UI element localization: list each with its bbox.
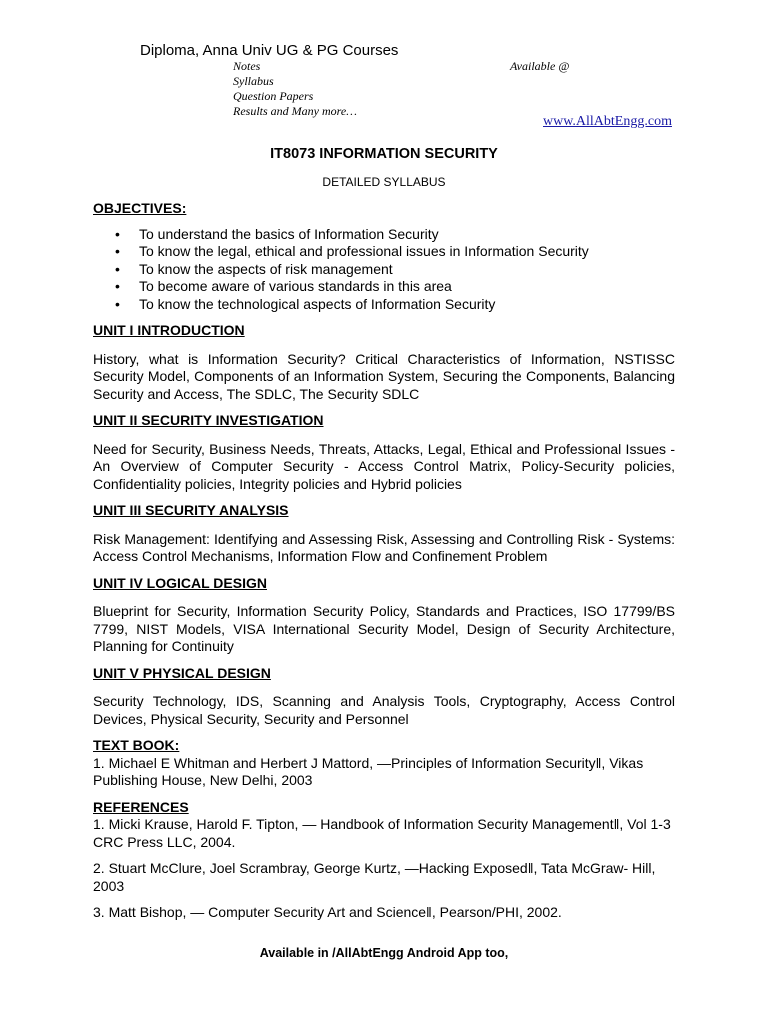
textbook-entry	[93, 755, 675, 790]
reference-entry	[93, 860, 675, 895]
unit-2-text: Need for Security, Business Needs, Threats, Attacks, Legal, Ethical and Professional Issues - An Overview of Computer Security - Access Control Matrix, Policy-Security policies, Confidentiality policies, Integrity policies and Hybrid policies	[93, 440, 675, 492]
unit-3-text: Risk Management: Identifying and Assessing Risk, Assessing and Controlling Risk - Systems: Access Control Mechanisms, Information Flow and Confinement Problem	[93, 530, 675, 564]
references-heading: REFERENCES	[93, 798, 189, 815]
unit-2-heading: UNIT II SECURITY INVESTIGATION	[93, 412, 324, 428]
bullet-icon: •	[115, 225, 120, 242]
header-item-list	[233, 59, 357, 119]
objectives-heading: OBJECTIVES:	[93, 200, 187, 216]
objective-item	[93, 226, 675, 244]
bullet-icon: •	[115, 278, 120, 294]
reference-number: 3.	[93, 904, 105, 920]
unit-1-text: History, what is Information Security? Critical Characteristics of Information, NSTISSC Security Model, Components of an Information System, Securing the Components, Balancing Security and Access, The SDLC, The Security SDLC	[93, 350, 675, 402]
syllabus-content	[93, 146, 675, 922]
unit-4-text: Blueprint for Security, Information Security Policy, Standards and Practices, ISO 17799/BS 7799, NIST Models, VISA International Security Model, Design of Security Architecture, Planning for Continuity	[93, 603, 675, 654]
header-website-link[interactable]: www.AllAbtEngg.com	[543, 114, 672, 129]
header-item: Notes	[233, 59, 261, 73]
reference-number: 1.	[93, 816, 105, 832]
unit-3-heading: UNIT III SECURITY ANALYSIS	[93, 502, 289, 518]
document-title: IT8073 INFORMATION SECURITY	[270, 146, 498, 162]
objective-item	[93, 243, 675, 261]
objective-item	[93, 261, 675, 279]
textbook-number: 1.	[93, 754, 105, 771]
objectives-list	[93, 226, 675, 314]
textbook-text: Michael E Whitman and Herbert J Mattord, ―Principles of Information Security‖, Vikas Publishing House, New Delhi, 2003	[93, 754, 644, 788]
reference-entry	[93, 816, 675, 851]
footer-note: Available in /AllAbtEngg Android App too,	[259, 946, 509, 960]
header-item: Results and Many more…	[233, 104, 357, 118]
objective-text: To know the technological aspects of Information Security	[139, 295, 496, 312]
reference-text: Stuart McClure, Joel Scrambray, George Kurtz, ―Hacking Exposed‖, Tata McGraw- Hill, 2003	[93, 860, 656, 894]
document-subtitle: DETAILED SYLLABUS	[322, 174, 446, 189]
reference-text: Matt Bishop, ― Computer Security Art and Science‖, Pearson/PHI, 2002.	[108, 904, 562, 920]
bullet-icon: •	[115, 260, 120, 277]
unit-4-heading: UNIT IV LOGICAL DESIGN	[93, 574, 267, 591]
unit-5-heading: UNIT V PHYSICAL DESIGN	[93, 664, 271, 681]
objective-text: To become aware of various standards in this area	[139, 278, 452, 294]
reference-text: Micki Krause, Harold F. Tipton, ― Handbook of Information Security Management‖, Vol 1-3 CRC Press LLC, 2004.	[93, 816, 671, 850]
objective-text: To know the aspects of risk management	[139, 260, 393, 277]
objective-item	[93, 296, 675, 314]
header-item: Syllabus	[233, 74, 274, 88]
bullet-icon: •	[115, 243, 120, 259]
unit-5-text: Security Technology, IDS, Scanning and Analysis Tools, Cryptography, Access Control Devices, Physical Security, Security and Personnel	[93, 693, 675, 727]
bullet-icon: •	[115, 295, 120, 312]
objective-text: To know the legal, ethical and professional issues in Information Security	[139, 243, 589, 259]
header-title: Diploma, Anna Univ UG & PG Courses	[140, 42, 399, 59]
header-item: Question Papers	[233, 89, 314, 103]
textbook-heading: TEXT BOOK:	[93, 737, 180, 753]
reference-entry	[93, 904, 675, 922]
objective-item	[93, 278, 675, 296]
reference-number: 2.	[93, 860, 105, 876]
header-available: Available @	[510, 59, 570, 73]
unit-1-heading: UNIT I INTRODUCTION	[93, 322, 245, 338]
objective-text: To understand the basics of Information Security	[139, 225, 439, 242]
